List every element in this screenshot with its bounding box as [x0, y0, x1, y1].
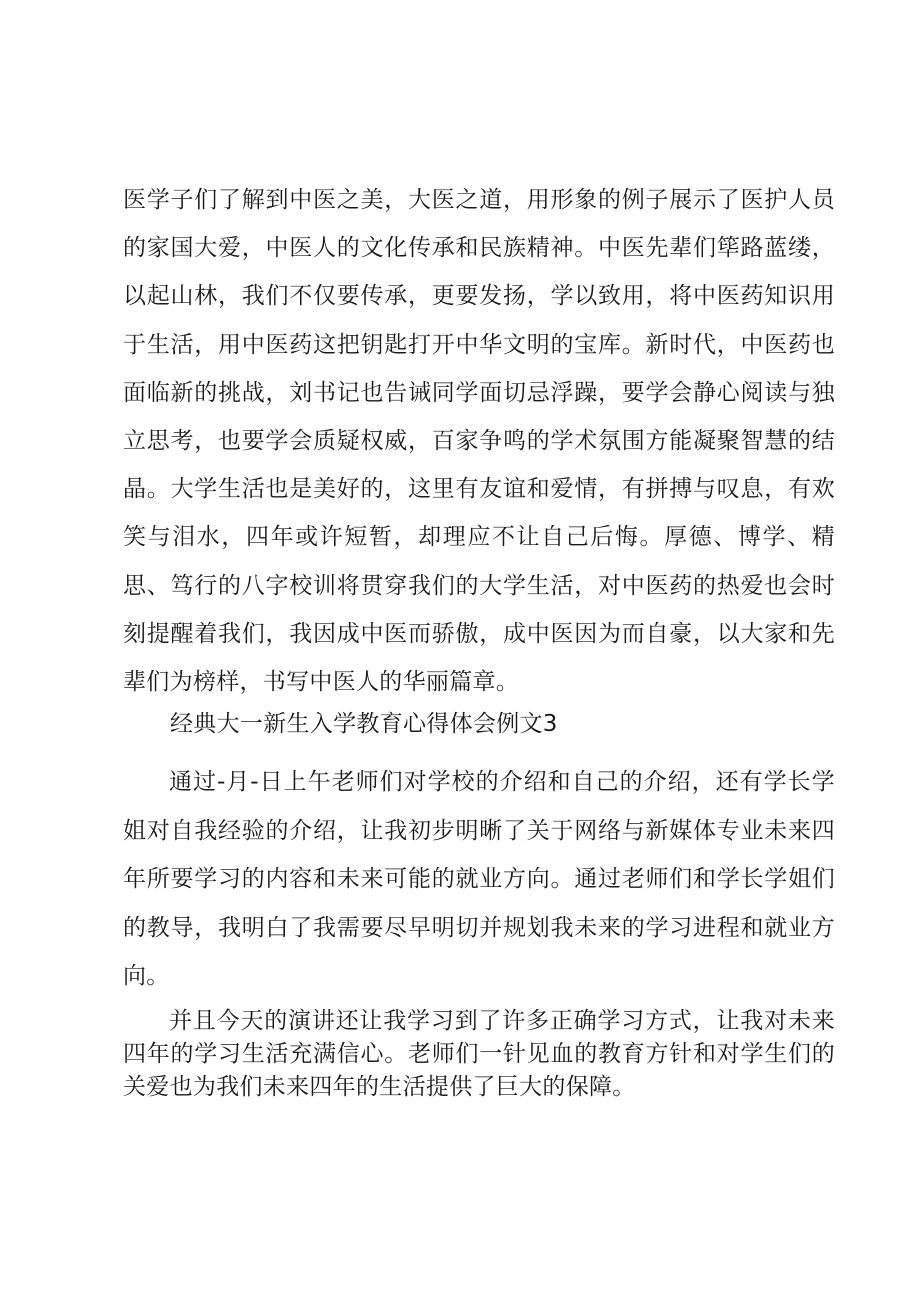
body-paragraph-2: 通过-月-日上午老师们对学校的介绍和自己的介绍，还有学长学姐对自我经验的介绍，让我初步明晰了关于网络与新媒体专业未来四年所要学习的内容和未来可能的就业方向。通过老师们和学长学姐们的教导，我明白了我需要尽早明切并规划我未来的学习进程和就业方向。 [123, 769, 835, 990]
body-paragraph-1: 医学子们了解到中医之美，大医之道，用形象的例子展示了医护人员的家国大爱，中医人的文化传承和民族精神。中医先辈们筚路蓝缕，以起山林，我们不仅要传承，更要发扬，学以致用，将中医药知识用于生活，用中医药这把钥匙打开中华文明的宝库。新时代，中医药也面临新的挑战，刘书记也告诫同学面切忌浮躁，要学会静心阅读与独立思考，也要学会质疑权威，百家争鸣的学术氛围方能凝聚智慧的结晶。大学生活也是美好的，这里有友谊和爱情，有拼搏与叹息，有欢笑与泪水，四年或许短暂，却理应不让自己后悔。厚德、博学、精思、笃行的八字校训将贯穿我们的大学生活，对中医药的热爱也会时刻提醒着我们，我因成中医而骄傲，成中医因为而自豪，以大家和先辈们为榜样，书写中医人的华丽篇章。 [123, 187, 835, 696]
body-paragraph-3: 并且今天的演讲还让我学习到了许多正确学习方式，让我对未来四年的学习生活充满信心。老师们一针见血的教育方针和对学生们的关爱也为我们未来四年的生活提供了巨大的保障。 [123, 1008, 835, 1100]
section-heading: 经典大一新生入学教育心得体会例文3 [170, 711, 558, 737]
